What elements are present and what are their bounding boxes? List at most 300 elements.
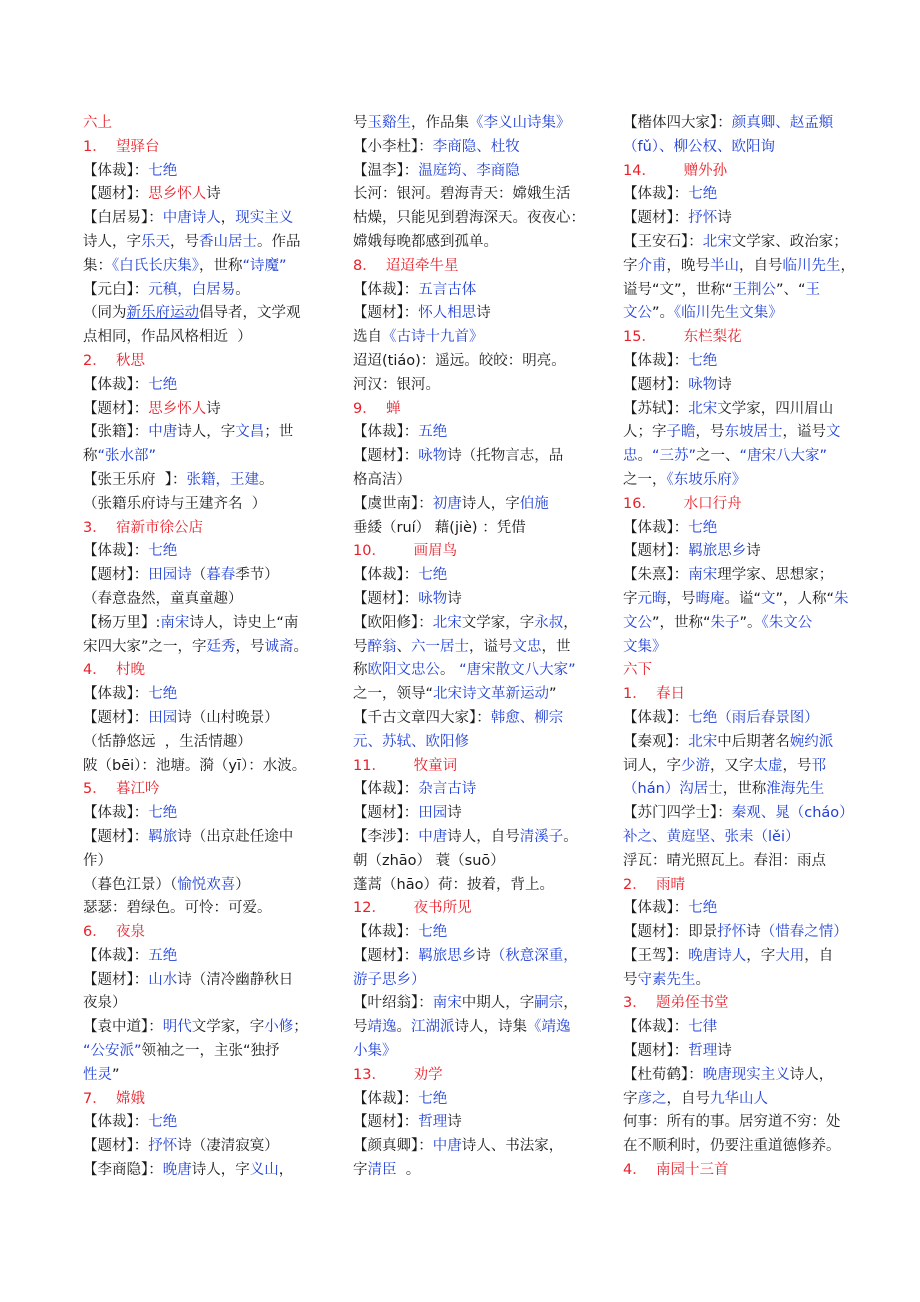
text-line [83,992,305,1016]
text-run: 五绝 [418,424,448,441]
text-line [83,231,305,255]
text-run: 诗 [746,543,761,560]
text-run: 理学家、思想家； [717,567,834,584]
text-line [623,326,855,350]
text-run: 【杨万里】: [83,614,161,631]
text-run: 称 [353,662,368,679]
text-run: 诗（山村晚景） [177,709,279,726]
text-line [623,564,855,588]
text-run: 陂（bēi）：池塘。漪（yī）：水波。 [83,757,307,774]
text-line [353,231,581,255]
text-run: 初唐 [432,495,462,512]
text-run: 咏物 [418,590,448,607]
text-run: 六下 [623,662,652,679]
text-run: 【小李杜】： [353,138,433,155]
text-line [353,1159,581,1183]
text-line [353,992,581,1016]
text-line [83,517,305,541]
text-run: 字 [353,1162,368,1179]
text-line [353,136,581,160]
text-line [623,517,855,541]
text-run: 【体裁】： [83,805,149,822]
text-run: 哲理 [418,1114,448,1131]
text-run: 明代 [162,1019,192,1036]
text-run: ，号 [666,590,696,607]
text-line [623,421,855,445]
text-run: 朝（zhāo） 蓑（suō） [353,852,505,869]
text-line [83,707,305,731]
text-run: ） [235,876,250,893]
text-run: 中后期著名 [717,733,790,750]
text-run: 中期人，字 [461,995,535,1012]
text-run: 王 [805,281,821,298]
text-run: 【题材】： [83,828,149,845]
text-run: 诗（托物言志，品 [447,448,564,465]
text-run: 【体裁】： [623,709,689,726]
text-line [83,1064,305,1088]
text-run: （张籍乐府诗与王建齐名 ） [83,495,267,512]
text-run: 4． 南园十三首 [623,1162,729,1179]
text-run: 号 [353,638,368,655]
text-run: 5． 暮江吟 [83,781,160,798]
text-run: 【体裁】： [83,947,149,964]
text-run: 12． 夜书所见 [353,900,472,917]
text-run: 诗 [206,186,221,203]
text-run: 七绝 [148,376,178,393]
text-run: 【千古文章四大家】： [353,709,491,726]
text-run: 玉谿生 [367,115,411,131]
text-run: ，世 [541,638,571,655]
text-run: 点相同，作品风格相近 ） [83,329,252,346]
text-line [623,350,855,374]
text-run: 称 [83,448,98,465]
text-run: 大用 [775,947,805,964]
text-line [83,802,305,826]
text-run: 词人，字 [623,757,681,774]
text-line [83,683,305,707]
text-run: ；世 [264,424,294,441]
text-line [83,969,305,993]
text-run: 七绝 [148,543,178,560]
text-run: 婉约派 [789,733,834,750]
text-run: 6． 夜泉 [83,924,145,941]
text-run: 【虞世南】： [353,495,433,512]
text-line [623,755,855,779]
text-run: 羁旅 [148,828,178,845]
text-line [83,897,305,921]
text-line [353,921,581,945]
text-run: 性灵 [83,1066,112,1083]
text-line [353,493,581,517]
text-line [353,1064,581,1088]
text-run: 诗 [717,1043,732,1060]
text-run: 诗 [717,376,732,393]
text-run: 谥号“文”，世称“ [623,281,733,298]
text-run: 号 [623,971,638,988]
text-run: 伯施 [519,495,549,512]
text-run: 文学家，字 [191,1019,265,1036]
text-run: 10． 画眉鸟 [353,543,458,560]
text-run: 【张王乐府 】： [83,471,187,488]
text-run: 五言古体 [418,281,477,298]
text-run: 【体裁】： [353,1090,419,1107]
text-run: 之一， [623,471,667,488]
text-run: 7． 嫦娥 [83,1090,145,1107]
text-run: 太虚 [753,757,783,774]
text-run: ，作品集 [411,115,469,131]
text-line [623,897,855,921]
text-run: 晚唐 [162,1162,192,1179]
text-run: 七绝（雨后春景图） [688,709,819,726]
text-run: 【袁中道】： [83,1019,163,1036]
text-run: ，自 [804,947,834,964]
text-run: 六上 [83,115,112,131]
text-run: 【体裁】： [623,519,689,536]
column-right [623,112,855,1183]
text-run: 诗人，字 [461,495,520,512]
text-line [83,755,305,779]
text-run: 。 [258,471,274,488]
text-line [623,612,855,636]
text-run: 文公 [623,305,652,322]
text-line [623,802,855,826]
text-run: 垂緌（ruí） 藉(jiè) ：凭借 [353,519,526,536]
text-run: 张籍，王建 [186,471,259,488]
text-run: 秦观、晁（cháo） [731,805,854,822]
text-line [353,445,581,469]
text-line [623,374,855,398]
text-run: 蓬蒿（hāo）荷：披着，背上。 [353,876,554,893]
text-run: 《东坡乐府》 [666,471,747,488]
text-run: ， [840,257,855,274]
text-run: ； [293,1019,308,1036]
text-line [623,302,855,326]
text-run: （同为 [83,305,127,322]
text-line [353,374,581,398]
text-run: 哲理 [688,1043,718,1060]
text-line [623,659,855,683]
text-run: 朱 [834,590,849,607]
text-run: 北宋 [688,733,718,750]
text-run: 瑟瑟：碧绿色。可怜：可爱。 [83,900,272,917]
text-run: 新乐府运动 [126,305,199,322]
text-run: 领袖之一，主张“独抒 [141,1043,280,1060]
text-run: 【体裁】： [623,352,689,369]
text-run: 【秦观】： [623,733,689,750]
text-run: 清溪子 [519,828,564,845]
text-run: （ [191,567,207,584]
text-run: 【温李】： [353,162,419,179]
text-run: 少游 [681,757,710,774]
text-run: 晚唐现实主义 [702,1066,790,1083]
text-run: 16． 水口行舟 [623,495,742,512]
text-run: 诗（出京赴任途中 [177,828,294,845]
text-run: 诗 [476,305,491,322]
text-line [353,588,581,612]
text-run: 半山 [710,257,739,274]
text-line [83,469,305,493]
text-run: “三苏” [652,448,697,465]
text-run: 倡导者，文学观 [199,305,301,322]
text-run: 【体裁】： [83,1114,149,1131]
text-run: 字 [623,257,638,274]
text-run: 【题材】： [83,971,149,988]
text-line [83,731,305,755]
text-run: 《朱文公 [761,614,813,631]
text-run: 。谥“ [724,590,762,607]
text-run: 诗（凄清寂寞） [177,1138,279,1155]
text-run: “公安派” [83,1043,142,1060]
text-run: 何事：所有的事。居穷道不穷：处 [623,1114,841,1131]
text-run: 怀人相思 [418,305,477,322]
text-line [353,897,581,921]
text-run: 1． 春日 [623,686,685,703]
text-run: 【题材】： [353,1114,419,1131]
text-run: （恬静悠远 ，生活情趣） [83,733,252,750]
text-run: 七绝 [148,162,178,179]
text-run: 七律 [688,1019,718,1036]
text-run: 【题材】：即景 [623,924,718,941]
text-line [83,1159,305,1183]
text-run: 颜真卿、赵孟頫 [731,115,834,131]
text-line [83,850,305,874]
text-run: 介甫 [637,257,667,274]
text-run: 15． 东栏梨花 [623,329,742,346]
text-run: 中唐 [432,1138,462,1155]
text-run: 元稹，白居易 [148,281,236,298]
text-line [353,945,581,969]
text-run: 义山 [249,1162,279,1179]
text-line [353,398,581,422]
text-line [83,826,305,850]
text-run: ，字 [746,947,776,964]
text-run: （秋意深重， [490,947,578,964]
text-run: 。 [235,281,250,298]
text-line [83,255,305,279]
text-run: 诗（清冷幽静秋日 [177,971,294,988]
text-line [353,1088,581,1112]
text-run: “唐宋八大家” [739,448,828,465]
text-run: 诗人，字 [83,233,141,250]
text-run: ”。 [739,614,762,631]
text-run: 2． 雨晴 [623,876,685,893]
text-run: 七绝 [418,567,448,584]
text-line [83,493,305,517]
text-run: 思乡怀人 [148,186,207,203]
text-run: 嫦娥每晚都感到孤单。 [353,233,498,250]
text-line [623,183,855,207]
text-line [353,302,581,326]
text-run: 季节） [235,567,279,584]
text-run: 。 [396,1019,411,1036]
text-line [83,588,305,612]
text-run: 诗人， [789,1066,834,1083]
text-line [623,850,855,874]
text-run: 温庭筠、李商隐 [418,162,520,179]
text-run: 思乡怀人 [148,400,207,417]
text-run: 中唐 [148,424,178,441]
text-run: 七绝 [688,900,718,917]
text-run: 之一，领导“ [353,686,434,703]
text-run: 。 [695,971,710,988]
text-line [353,636,581,660]
text-line [83,183,305,207]
text-line [353,160,581,184]
text-run: 【体裁】： [623,186,689,203]
text-line [83,445,305,469]
text-run: ，谥号 [782,424,826,441]
text-run: 【王驾】： [623,947,689,964]
text-run: 香山居士 [199,233,257,250]
text-line [83,874,305,898]
text-run: 七绝 [688,519,718,536]
text-run: 七绝 [418,924,448,941]
text-run: 中唐 [418,828,448,845]
text-line [353,612,581,636]
text-line [353,731,581,755]
text-run: 暮春 [206,567,236,584]
text-run: 彦之 [637,1090,667,1107]
text-line [353,1040,581,1064]
text-run: 七绝 [148,1114,178,1131]
text-run: 【题材】： [623,376,689,393]
text-run: ，谥号 [469,638,513,655]
text-line [353,564,581,588]
text-run: 8． 迢迢牵牛星 [353,257,459,274]
text-line [353,540,581,564]
text-line [623,945,855,969]
text-run: （hán）沟居士 [623,781,723,798]
text-line [623,540,855,564]
text-run: 【李商隐】： [83,1162,163,1179]
text-line [353,1111,581,1135]
text-run: ，号 [170,233,199,250]
text-line [353,207,585,231]
text-run: 江湖派 [411,1019,455,1036]
text-run: 【题材】： [353,305,419,322]
text-run: 3． 题弟侄书堂 [623,995,729,1012]
text-run: 晚唐诗人 [688,947,747,964]
text-line [623,707,855,731]
text-run: 靖逸 [367,1019,397,1036]
text-line [353,469,581,493]
text-line [623,778,855,802]
text-run: 【题材】： [623,543,689,560]
text-run: 邗 [811,757,826,774]
text-run: 字 [623,1090,638,1107]
text-run: 。 [563,828,578,845]
text-line [623,398,855,422]
text-line [83,778,305,802]
text-run: 元、苏轼、欧阳修 [353,733,469,750]
text-run: ”，世称“ [652,614,711,631]
text-run: 1． 望驿台 [83,138,160,155]
text-run: ，又字 [710,757,754,774]
text-run: ，自号 [666,1090,710,1107]
text-line [623,493,855,517]
text-run: 【白居易】： [83,210,163,227]
text-run: 。 [637,448,652,465]
text-line [623,1016,855,1040]
text-run: （惜春之情） [760,924,848,941]
text-line [623,136,855,160]
text-run: 【题材】： [83,567,149,584]
text-line [353,1135,581,1159]
text-line [353,326,581,350]
text-run: 文学家，四川眉山 [717,400,834,417]
text-run: 临川先生 [782,257,841,274]
text-run: 迢迢(tiáo)：遥远。皎皎：明亮。 [353,352,566,369]
text-run: 【体裁】： [83,543,149,560]
text-run: 【题材】： [83,1138,149,1155]
text-run: 【杜荀鹤】： [623,1066,703,1083]
text-run: ”，人称“ [775,590,835,607]
text-run: 七绝 [148,686,178,703]
text-run: 文忠 [512,638,542,655]
text-line [83,921,305,945]
text-line [83,1040,305,1064]
text-run: 子瞻 [666,424,696,441]
text-run: 字 [623,590,638,607]
text-run: 《临川先生文集》 [674,305,783,322]
text-line [623,1111,855,1135]
text-run: 朱子 [710,614,740,631]
text-run: 七绝 [148,805,178,822]
text-run: 。 [293,638,309,655]
text-run: 夜泉） [83,995,127,1012]
text-run: 中唐诗人 [162,210,221,227]
text-run: 【王安石】： [623,233,703,250]
text-run: 之一、 [696,448,740,465]
text-run: 诗人，诗史上“南 [189,614,299,631]
text-run: 【苏轼】： [623,400,689,417]
text-run: 【朱熹】： [623,567,689,584]
text-run: 诗人，自号 [447,828,520,845]
text-run: 文学家、政治家； [731,233,848,250]
text-run: 作） [83,852,112,869]
text-line [353,517,581,541]
text-line [353,255,581,279]
text-run: 【题材】： [353,448,419,465]
text-line [83,612,305,636]
text-run: 东坡居士 [724,424,783,441]
text-run: 【题材】： [353,947,419,964]
text-run: 《李义山诗集》 [469,115,571,131]
text-run: 文 [826,424,841,441]
text-run: ” [112,1066,120,1083]
text-run: 抒怀 [717,924,747,941]
text-line [83,112,305,136]
text-run: 欧阳文忠公 [367,662,440,679]
text-run: 【张籍】： [83,424,149,441]
text-line [623,874,855,898]
text-line [83,540,305,564]
text-run: 诗人，字 [191,1162,250,1179]
text-run: ” [549,686,557,703]
text-run: 【体裁】： [623,1019,689,1036]
text-run: “诗魔” [242,257,287,274]
text-run: 韩愈、柳宗 [490,709,564,726]
text-run: 文昌 [235,424,265,441]
column-middle [353,112,585,1183]
text-run: 、 [396,638,411,655]
text-run: 北宋 [432,614,462,631]
text-run: 乐天 [141,233,170,250]
text-line [623,1135,855,1159]
text-run: 。 [396,1162,421,1179]
text-run: 小修 [264,1019,294,1036]
text-run: 南宋 [432,995,462,1012]
